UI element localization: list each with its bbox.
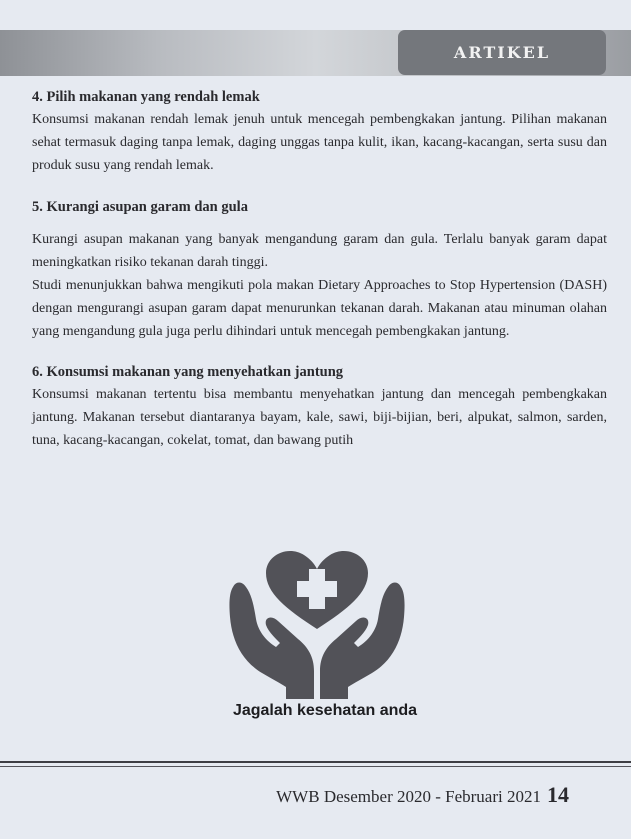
article-body [32,86,607,452]
section-5-paragraph-2: Studi menunjukkan bahwa mengikuti pola makan Dietary Approaches to Stop Hypertension (DASH) dengan mengurangi asupan garam dapat menurunkan tekanan darah. Makanan atau minuman olahan yang mengandung gula juga perlu dihindari untuk mencegah pembengkakan jantung. [32,278,607,339]
footer-divider-thin [0,766,631,767]
section-4-paragraph: Konsumsi makanan rendah lemak jenuh untuk mencegah pembengkakan jantung. Pilihan makanan sehat termasuk daging tanpa lemak, daging unggas tanpa kulit, ikan, kacang-kacangan, serta susu dan produk susu yang rendah lemak. [32,112,607,173]
section-heading-6: 6. Konsumsi makanan yang menyehatkan jantung [32,364,344,380]
section-heading-4: 4. Pilih makanan yang rendah lemak [32,89,260,105]
page-number: 14 [547,782,569,807]
tagline: Jagalah kesehatan anda [232,702,418,719]
footer-divider [0,761,631,763]
section-label: ARTIKEL [398,30,606,75]
page-footer [276,782,569,808]
section-5-paragraph-1: Kurangi asupan makanan yang banyak mengandung garam dan gula. Terlalu banyak garam dapat meningkatkan risiko tekanan darah tinggi. [32,232,607,270]
section-heading-5: 5. Kurangi asupan garam dan gula [32,199,248,215]
section-6-paragraph: Konsumsi makanan tertentu bisa membantu menyehatkan jantung dan mencegah pembengkakan jantung. Makanan tersebut diantaranya bayam, kale, sawi, biji-bijian, beri, alpukat, salmon, sarden, tuna, kacang-kacangan, cokelat, tomat, dan bawang putih [32,387,607,448]
heart-hands-icon [228,545,406,700]
issue-label: WWB Desember 2020 - Februari 2021 [276,787,541,806]
